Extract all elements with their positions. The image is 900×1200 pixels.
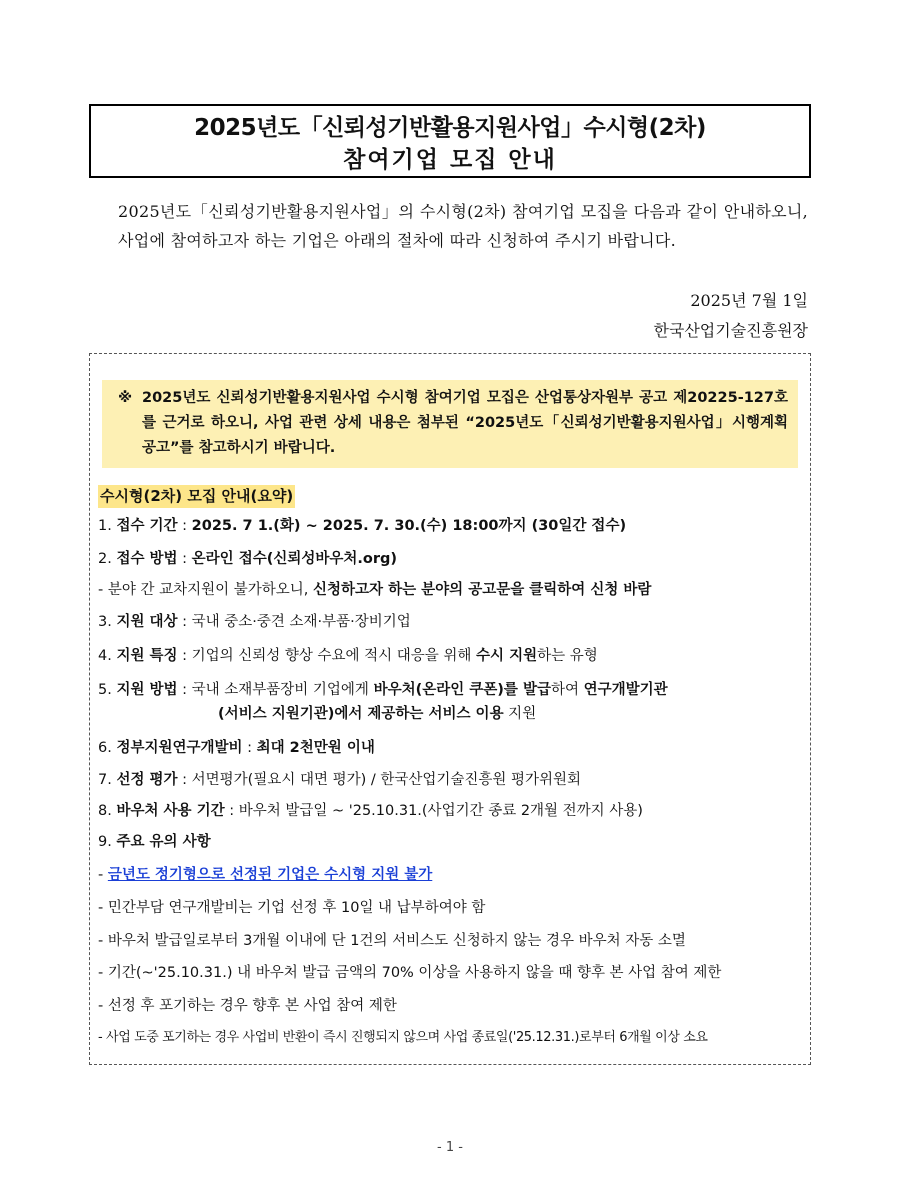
intro-paragraph: 2025년도「신뢰성기반활용지원사업」의 수시형(2차) 참여기업 모집을 다음과 같이 안내하오니, 사업에 참여하고자 하는 기업은 아래의 절차에 따라 신청하여 주시기 바랍니다. <box>118 202 808 250</box>
summary-item-budget: 6. 정부지원연구개발비 : 최대 2천만원 이내 <box>98 740 375 756</box>
reference-mark-icon: ※ <box>118 390 133 406</box>
summary-item-target: 3. 지원 대상 : 국내 중소·중견 소재·부품·장비기업 <box>98 614 411 630</box>
caution-item: - 민간부담 연구개발비는 기업 선정 후 10일 내 납부하여야 함 <box>98 900 486 916</box>
notice-highlight <box>102 380 798 468</box>
summary-item-evaluation: 7. 선정 평가 : 서면평가(필요시 대면 평가) / 한국산업기술진흥원 평가위원회 <box>98 772 582 788</box>
summary-item-support-method-cont: (서비스 지원기관)에서 제공하는 서비스 이용 지원 <box>218 706 537 722</box>
caution-item: - 바우처 발급일로부터 3개월 이내에 단 1건의 서비스도 신청하지 않는 경우 바우처 자동 소멸 <box>98 933 686 949</box>
page-number: - 1 - <box>437 1140 463 1155</box>
summary-item-support-method: 5. 지원 방법 : 국내 소재부품장비 기업에게 바우처(온라인 쿠폰)를 발급하여 연구개발기관 <box>98 682 668 698</box>
summary-item-period: 1. 접수 기간 : 2025. 7 1.(화) ~ 2025. 7. 30.(수) 18:00까지 (30일간 접수) <box>98 518 627 534</box>
summary-item-voucher-period: 8. 바우처 사용 기간 : 바우처 발급일 ~ '25.10.31.(사업기간 종료 2개월 전까지 사용) <box>98 803 643 819</box>
announcement-date: 2025년 7월 1일 <box>690 291 808 310</box>
notice-text: 2025년도 신뢰성기반활용지원사업 수시형 참여기업 모집은 산업통상자원부 공고 제20225-127호를 근거로 하오니, 사업 관련 상세 내용은 첨부된 “2025년도「신뢰성기반활용지원사업」시행계획 공고”를 참고하시기 바랍니다. <box>142 390 788 456</box>
title-box <box>89 104 811 178</box>
caution-item: - 기간(~'25.10.31.) 내 바우처 발급 금액의 70% 이상을 사용하지 않을 때 향후 본 사업 참여 제한 <box>98 965 722 981</box>
summary-item-method-note: - 분야 간 교차지원이 불가하오니, 신청하고자 하는 분야의 공고문을 클릭하여 신청 바람 <box>98 582 652 598</box>
summary-item-cautions: 9. 주요 유의 사항 <box>98 834 211 850</box>
summary-title: 수시형(2차) 모집 안내(요약) <box>98 485 295 508</box>
page-subtitle: 참여기업 모집 안내 <box>343 147 557 173</box>
page-title: 2025년도「신뢰성기반활용지원사업」수시형(2차) <box>194 115 706 141</box>
organization-name: 한국산업기술진흥원장 <box>653 321 808 340</box>
caution-link[interactable]: 금년도 정기형으로 선정된 기업은 수시형 지원 불가 <box>107 867 433 883</box>
caution-item: - 금년도 정기형으로 선정된 기업은 수시형 지원 불가 <box>98 867 433 883</box>
summary-item-method: 2. 접수 방법 : 온라인 접수(신뢰성바우처.org) <box>98 551 398 567</box>
summary-item-feature: 4. 지원 특징 : 기업의 신뢰성 향상 수요에 적시 대응을 위해 수시 지원하는 유형 <box>98 648 598 664</box>
caution-item: - 선정 후 포기하는 경우 향후 본 사업 참여 제한 <box>98 998 397 1014</box>
caution-item: - 사업 도중 포기하는 경우 사업비 반환이 즉시 진행되지 않으며 사업 종료일('25.12.31.)로부터 6개월 이상 소요 <box>98 1030 708 1045</box>
